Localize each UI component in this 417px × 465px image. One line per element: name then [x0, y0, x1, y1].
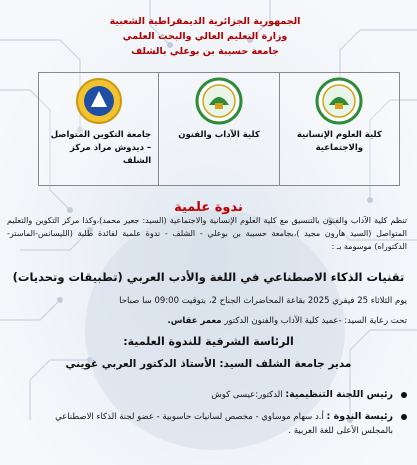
committee-role: رئيسة الندوة : [326, 411, 393, 422]
date-venue-line: يوم الثلاثاء 25 فيفري 2025 بقاعة المحاضرات الجناح 2، بتوقيت 09:00 سا صباحا [119, 296, 407, 306]
institution-header [105, 14, 305, 59]
republic-line: الجمهورية الجزائرية الديمقراطية الشعبية [109, 16, 301, 27]
ufc-emblem-icon [75, 77, 123, 125]
bullet-icon [401, 414, 407, 420]
seminar-main-title: تقنيات الذكاء الاصطناعي في اللغة والأدب العربي (تطبيقات وتحديات) [12, 270, 405, 284]
patron-name: معمر عقاس. [167, 316, 222, 326]
faculty-emblem-icon [315, 77, 363, 125]
list-item [27, 388, 407, 402]
ministry-line: وزارة التعليم العالي والبحث العلمي [122, 31, 288, 42]
logo-label-humanities: كلية العلوم الإنسانية والاجتماعية [296, 130, 382, 153]
patron-prefix: تحت رعاية السيد: -عميد كلية الآداب والفنون الدكتور [224, 316, 407, 326]
logo-cell-humanities [279, 73, 399, 185]
committee-text: الدكتور:عيسى كوش [211, 390, 283, 400]
patronage-line [167, 316, 407, 326]
intro-paragraph: تنظم كلية الآداب والفنون بالتنسيق مع كلية العلوم الإنسانية والاجتماعية (السيد: جعير محمد)،وكذا مركز التكوين والتعليم المتواصل (السيد هارون مجيد )،بجامعة حسيبة بن بوعلي - الشلف - ندوة علمية لفائدة طلبة (الليسانس-الماستر- الدكتوراه) موسومة بـ : [7, 216, 407, 251]
logo-label-ufc: جامعة التكوين المتواصل – ديدوش مراد مركز الشلف [50, 130, 152, 166]
honorary-heading: الرئاسة الشرفية للندوة العلمية: [123, 335, 294, 348]
committee-text: أ.د سهام موساوي - مخصص لسانيات حاسوبية - عضو لجنة الذكاء الاصطناعي بالمجلس الأعلى للغة العربية . [55, 412, 393, 436]
faculty-emblem-icon [195, 77, 243, 125]
logo-label-letters: كلية الآداب والفنون [178, 130, 260, 140]
list-item [27, 410, 407, 438]
committee-role: رئيس اللجنة التنظيمية: [285, 389, 393, 400]
university-line: جامعة حسيبة بن بوعلي بالشلف [131, 46, 279, 57]
honorary-president: مدير جامعة الشلف السيد: الأستاذ الدكتور العربي غويني [65, 358, 352, 370]
committee-list [27, 388, 407, 446]
logos-table [38, 72, 400, 186]
bullet-icon [401, 392, 407, 398]
logo-cell-letters [158, 73, 278, 185]
seminar-label: ندوة علمية [174, 200, 243, 215]
logo-cell-ufc [39, 73, 158, 185]
